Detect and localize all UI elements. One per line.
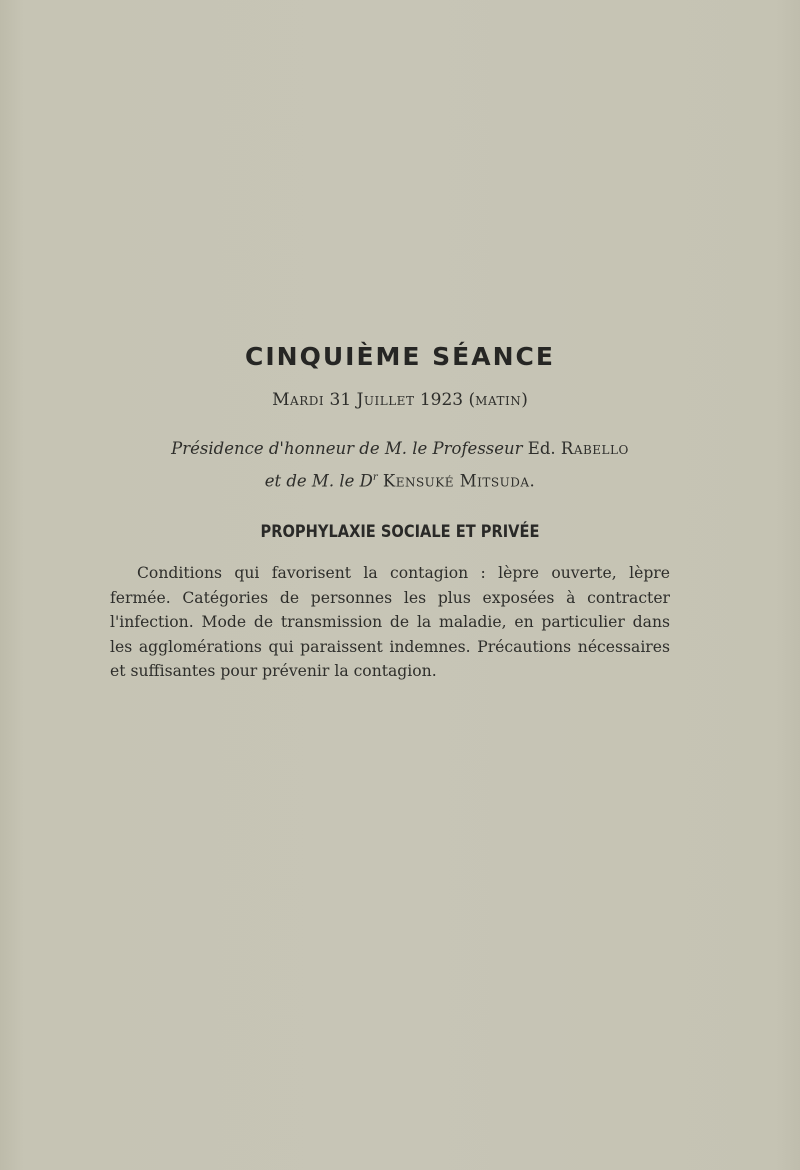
section-paragraph: Conditions qui favorisent la contagion : lèpre ouverte, lèpre fermée. Catégories de personnes les plus exposées à contracter l'infection. Mode de transmission de la maladie, en particulier dans les agglomérations qui paraissent indemnes. Précautions nécessaires et suffisantes pour prévenir la contagion. (110, 564, 670, 681)
presidence-line-2 (0, 463, 800, 496)
presidence-block (0, 434, 800, 496)
presidence-line-2-sup: r (372, 472, 378, 483)
presidence-line-2-italic: et de M. le D (264, 471, 373, 491)
presidence-name-first: Ed. (527, 439, 556, 458)
presidence-line-2-name: Kensuké Mitsuda. (382, 471, 536, 491)
session-title: CINQUIÈME SÉANCE (245, 342, 555, 371)
date-month: Juillet (356, 390, 415, 410)
section-title: PROPHYLAXIE SOCIALE ET PRIVÉE (260, 522, 540, 542)
date-number: 31 (329, 390, 352, 410)
date-day: Mardi (272, 390, 325, 410)
session-date: Mardi 31 Juillet 1923 (matin) (272, 390, 528, 410)
presidence-name-last: Rabello (560, 439, 629, 458)
date-time: matin (475, 390, 522, 410)
presidence-line-1 (0, 434, 800, 463)
date-year: 1923 (419, 390, 464, 410)
presidence-line-1-italic: Présidence d'honneur de M. le Professeur (171, 439, 523, 458)
